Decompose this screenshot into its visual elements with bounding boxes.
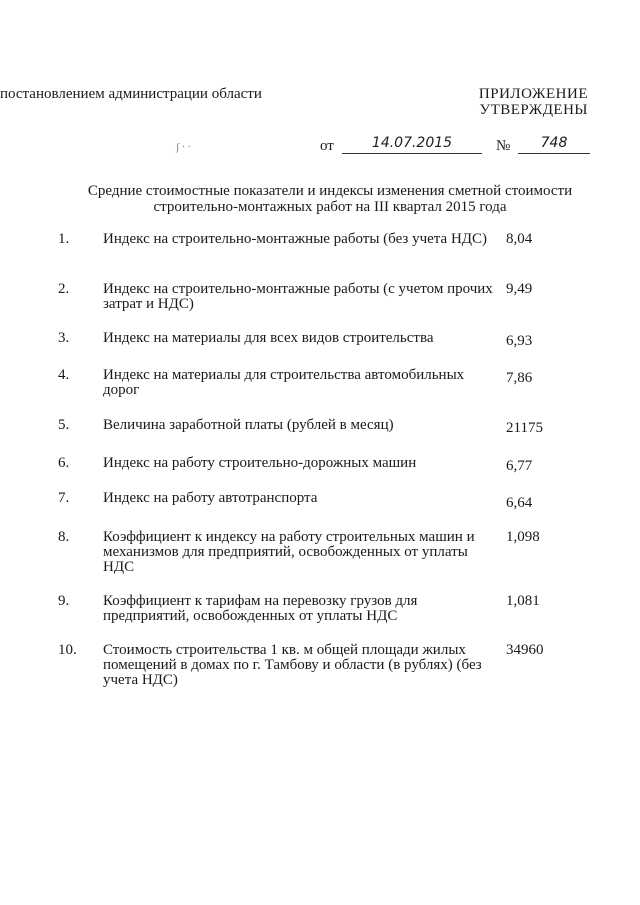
approved-label: УТВЕРЖДЕНЫ xyxy=(479,102,588,118)
item-text: Индекс на работу строительно-дорожных машин xyxy=(103,455,417,471)
item-text: Индекс на работу автотранспорта xyxy=(103,490,318,506)
item-value: 1,081 xyxy=(506,593,540,609)
item-number: 10. xyxy=(58,642,77,658)
item-value: 7,86 xyxy=(506,370,533,386)
item-text: Индекс на строительно-монтажные работы (с учетом прочих затрат и НДС) xyxy=(103,281,493,312)
item-value: 21175 xyxy=(506,420,543,436)
item-value: 1,098 xyxy=(506,529,540,545)
item-text: Стоимость строительства 1 кв. м общей площади жилых помещений в домах по г. Тамбову и области (в рублях) (без учета НДС) xyxy=(103,642,482,688)
number-label: № xyxy=(496,138,511,154)
item-number: 3. xyxy=(58,330,70,346)
scan-specks: ʃ · · xyxy=(176,142,191,153)
approval-block xyxy=(479,86,588,118)
item-number: 1. xyxy=(58,231,70,247)
item-text: Коэффициент к тарифам на перевозку грузов для предприятий, освобожденных от уплаты НДС xyxy=(103,593,418,624)
item-number: 7. xyxy=(58,490,70,506)
item-value: 6,64 xyxy=(506,495,533,511)
item-number: 8. xyxy=(58,529,70,545)
decree-date: 14.07.2015 xyxy=(342,135,482,154)
item-text: Индекс на строительно-монтажные работы (без учета НДС) xyxy=(103,231,488,247)
item-value: 8,04 xyxy=(506,231,533,247)
item-text: Индекс на материалы для всех видов строительства xyxy=(103,330,434,346)
appendix-label: ПРИЛОЖЕНИЕ xyxy=(478,86,588,102)
decree-reference xyxy=(320,135,590,158)
document-title xyxy=(60,183,600,215)
title-line-1: Средние стоимостные показатели и индексы изменения сметной стоимости xyxy=(87,183,573,199)
item-value: 9,49 xyxy=(506,281,533,297)
item-value: 34960 xyxy=(506,642,544,658)
item-value: 6,77 xyxy=(506,458,533,474)
item-value: 6,93 xyxy=(506,333,533,349)
item-number: 4. xyxy=(58,367,70,383)
approved-by: постановлением администрации области xyxy=(0,86,262,102)
item-text: Коэффициент к индексу на работу строительных машин и механизмов для предприятий, освобожденных от уплаты НДС xyxy=(103,529,475,575)
item-text: Индекс на материалы для строительства автомобильных дорог xyxy=(103,367,465,398)
item-number: 6. xyxy=(58,455,70,471)
item-number: 2. xyxy=(58,281,70,297)
item-number: 5. xyxy=(58,417,70,433)
item-number: 9. xyxy=(58,593,70,609)
item-text: Величина заработной платы (рублей в месяц) xyxy=(103,417,394,433)
from-label: от xyxy=(320,138,334,154)
decree-number: 748 xyxy=(518,135,590,154)
title-line-2: строительно-монтажных работ на III квартал 2015 года xyxy=(153,199,507,215)
